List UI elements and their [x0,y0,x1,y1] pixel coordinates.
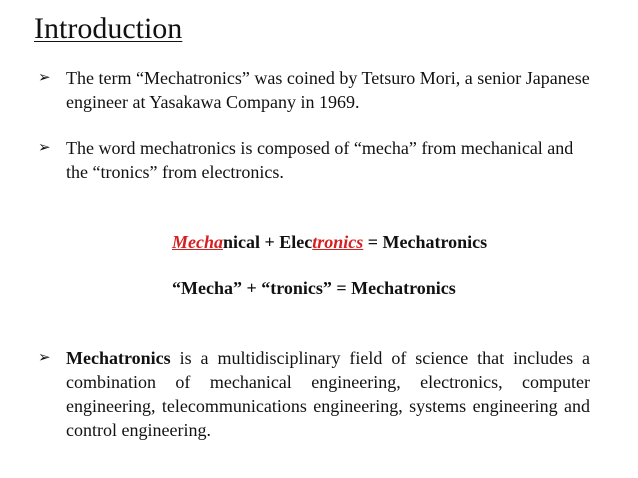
arrow-bullet-icon: ➢ [38,350,51,366]
equation-part1-rest: nical + Elec [223,232,313,252]
equation-full-words [172,230,487,254]
bullet-composition-text: The word mechatronics is composed of “mecha” from mechanical and the “tronics” from electronics. [66,138,574,182]
bullet-coined-text: The term “Mechatronics” was coined by Tetsuro Mori, a senior Japanese engineer at Yasakawa Company in 1969. [66,68,590,112]
definition-bold-term: Mechatronics [66,348,171,368]
bullet-composition [38,136,590,184]
definition-rest: is a multidisciplinary field of science that includes a combination of mechanical engineering, electronics, computer engineering, telecommunications engineering, systems engineering and control engineering. [66,348,590,440]
bullet-coined [38,66,590,114]
equation-mecha-highlight: Mecha [172,232,223,252]
slide-title: Introduction [34,12,183,45]
equation-short-words: “Mecha” + “tronics” = Mechatronics [172,278,456,298]
arrow-bullet-icon: ➢ [38,70,51,86]
bullet-definition [38,346,590,442]
equation-result: = Mechatronics [363,232,488,252]
equation-tronics-highlight: tronics [312,232,364,252]
arrow-bullet-icon: ➢ [38,140,51,156]
bullet-definition-text [66,346,590,442]
